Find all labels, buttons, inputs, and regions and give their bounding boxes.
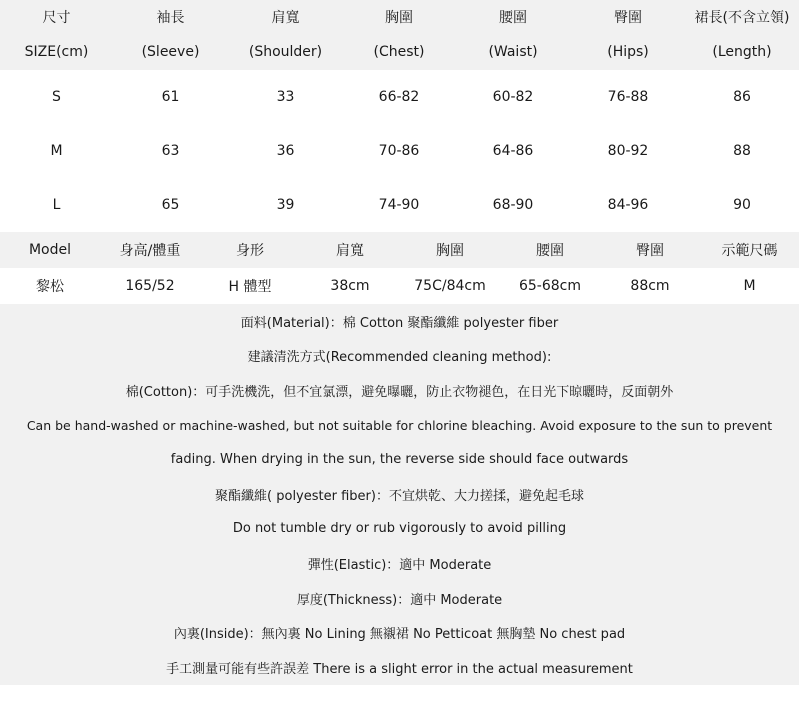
size-chart <box>0 0 799 232</box>
model-name: 黎松 <box>36 279 64 295</box>
note-cotton-care-en-1: Can be hand-washed or machine-washed, but not suitable for chlorine bleaching. Avoid exposure to the sun to prevent <box>26 417 773 433</box>
sleeve-value: 61 <box>161 89 180 105</box>
model-chest: 75C/84cm <box>414 278 486 294</box>
length-value: 90 <box>733 197 751 213</box>
header-waist-en: (Waist) <box>488 44 538 60</box>
size-label: L <box>52 197 61 213</box>
size-label: M <box>50 143 63 159</box>
model-header-row <box>0 232 799 268</box>
product-notes <box>0 304 799 685</box>
size-row-l <box>0 178 799 232</box>
header-hips-en: (Hips) <box>607 44 649 60</box>
note-inside: 內裏(Inside)：無內裏 No Lining 無襯裙 No Petticoat 無胸墊 No chest pad <box>173 627 626 643</box>
model-header-hips: 臀圍 <box>636 243 664 259</box>
header-length-en: (Length) <box>712 44 772 60</box>
length-value: 88 <box>733 143 751 159</box>
model-height-weight: 165/52 <box>125 278 175 294</box>
model-table <box>0 232 799 304</box>
note-cleaning-title: 建議清洗方式(Recommended cleaning method): <box>247 350 552 366</box>
header-size-en: SIZE(cm) <box>24 44 89 60</box>
note-elastic: 彈性(Elastic)：適中 Moderate <box>307 557 492 573</box>
header-waist-zh: 腰圍 <box>499 10 527 26</box>
header-chest-en: (Chest) <box>373 44 425 60</box>
sleeve-value: 63 <box>161 143 180 159</box>
model-header-body-type: 身形 <box>236 243 264 259</box>
note-measurement-error: 手工測量可能有些許誤差 There is a slight error in the actual measurement <box>166 661 633 677</box>
waist-value: 64-86 <box>492 143 534 159</box>
hips-value: 76-88 <box>607 89 649 105</box>
note-polyester-care-zh: 聚酯纖維( polyester fiber)：不宜烘乾、大力搓揉，避免起毛球 <box>215 488 584 504</box>
model-header-chest: 胸圍 <box>436 243 464 259</box>
note-polyester-care-en: Do not tumble dry or rub vigorously to avoid pilling <box>232 521 567 537</box>
shoulder-value: 39 <box>276 197 295 213</box>
chest-value: 70-86 <box>378 143 420 159</box>
model-header-shoulder: 肩寬 <box>336 243 364 259</box>
size-row-s <box>0 70 799 124</box>
header-shoulder-en: (Shoulder) <box>248 44 323 60</box>
chest-value: 74-90 <box>378 197 420 213</box>
size-row-m <box>0 124 799 178</box>
size-header-en-row <box>0 34 799 70</box>
size-header-zh-row <box>0 0 799 34</box>
shoulder-value: 33 <box>276 89 295 105</box>
hips-value: 80-92 <box>607 143 649 159</box>
sleeve-value: 65 <box>161 197 180 213</box>
header-chest-zh: 胸圍 <box>385 10 413 26</box>
model-size: M <box>743 278 756 294</box>
model-header-model: Model <box>28 242 72 258</box>
header-sleeve-en: (Sleeve) <box>141 44 200 60</box>
note-thickness: 厚度(Thickness)：適中 Moderate <box>296 592 503 608</box>
note-cotton-care-en-2: fading. When drying in the sun, the reverse side should face outwards <box>170 452 629 468</box>
length-value: 86 <box>733 89 751 105</box>
header-length-zh: 裙長(不含立領) <box>694 10 790 26</box>
shoulder-value: 36 <box>276 143 295 159</box>
waist-value: 68-90 <box>492 197 534 213</box>
model-header-height-weight: 身高/體重 <box>119 243 181 259</box>
model-hips: 88cm <box>630 278 670 294</box>
model-waist: 65-68cm <box>518 278 581 294</box>
note-material: 面料(Material)：棉 Cotton 聚酯纖維 polyester fiber <box>240 315 559 331</box>
chest-value: 66-82 <box>378 89 420 105</box>
model-data-row <box>0 268 799 304</box>
hips-value: 84-96 <box>607 197 649 213</box>
header-hips-zh: 臀圍 <box>614 10 642 26</box>
model-shoulder: 38cm <box>330 278 370 294</box>
header-size-zh: 尺寸 <box>42 10 71 26</box>
waist-value: 60-82 <box>492 89 534 105</box>
header-shoulder-zh: 肩寬 <box>271 10 300 26</box>
model-body-type: H 體型 <box>228 279 272 295</box>
header-sleeve-zh: 袖長 <box>156 10 185 26</box>
size-label: S <box>52 89 61 105</box>
model-header-size: 示範尺碼 <box>721 243 778 259</box>
note-cotton-care-zh: 棉(Cotton)：可手洗機洗，但不宜氯漂，避免曝曬，防止衣物褪色，在日光下晾曬時，反面朝外 <box>125 384 674 400</box>
model-header-waist: 腰圍 <box>536 243 564 259</box>
